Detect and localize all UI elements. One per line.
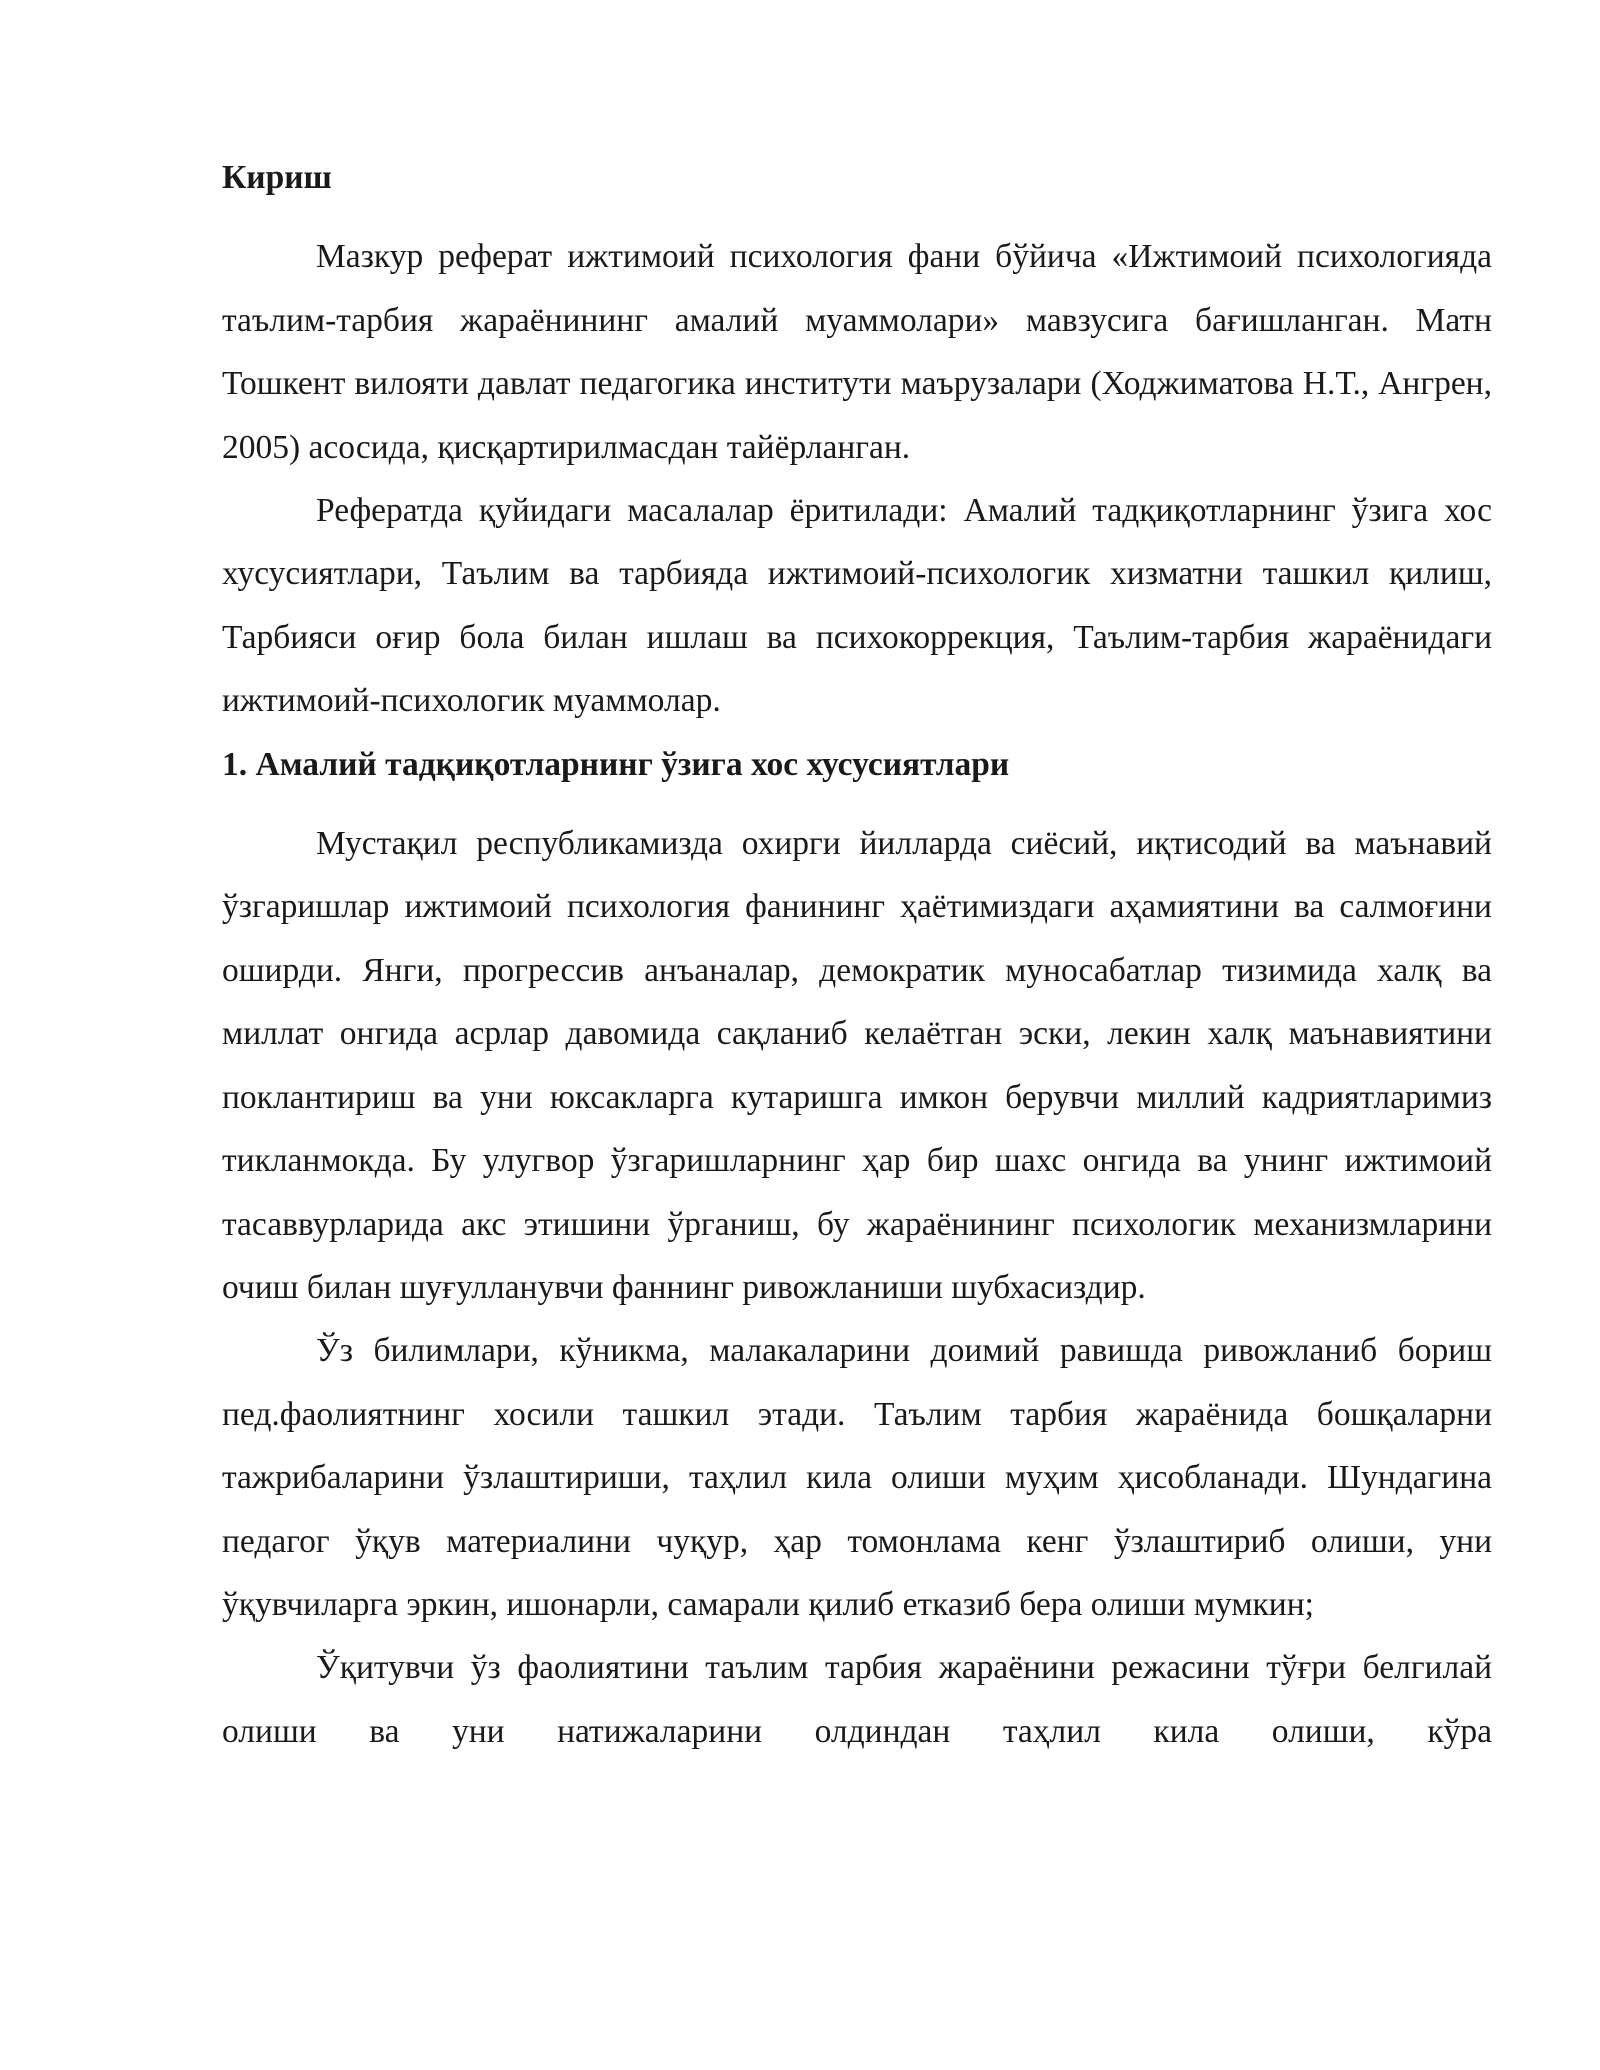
- section-1-paragraph-2: Ўз билимлари, кўникма, малакаларини доимий равишда ривожланиб бориш пед.фаолиятнинг хосили ташкил этади. Таълим тарбия жараёнида бошқаларни тажрибаларини ўзлаштириши, таҳлил кила олиши муҳим ҳисобланади. Шундагина педагог ўқув материалини чуқур, ҳар томонлама кенг ўзлаштириб олиши, уни ўқувчиларга эркин, ишонарли, самарали қилиб етказиб бера олиши мумкин;: [222, 1332, 1492, 1623]
- intro-paragraph-1: Мазкур реферат ижтимоий психология фани бўйича «Ижтимоий психологияда таълим-тарбия жараёнининг амалий муаммолари» мавзусига бағишланган. Матн Тошкент вилояти давлат педагогика институти маърузалари (Ходжиматова Н.Т., Ангрен, 2005) асосида, қисқартирилмасдан тайёрланган.: [222, 238, 1492, 466]
- document-page: [222, 146, 1492, 1763]
- section-1-paragraph-3: Ўқитувчи ўз фаолиятини таълим тарбия жараёнини режасини тўғри белгилай олиши ва уни натижаларини олдиндан таҳлил кила олиши, кўра: [222, 1649, 1492, 1750]
- section-1-paragraph-1: Мустақил республикамизда охирги йилларда сиёсий, иқтисодий ва маънавий ўзгаришлар ижтимоий психология фанининг ҳаётимиздаги аҳамиятини ва салмоғини оширди. Янги, прогрессив анъаналар, демократик муносабатлар тизимида халқ ва миллат онгида асрлар давомида сақланиб келаётган эски, лекин халқ маънавиятини поклантириш ва уни юксакларга кутаришга имкон берувчи миллий кадриятларимиз тикланмокда. Бу улугвор ўзгаришларнинг ҳар бир шахс онгида ва унинг ижтимоий тасаввурларида акс этишини ўрганиш, бу жараёнининг психологик механизмларини очиш билан шуғулланувчи фаннинг ривожланиши шубхасиздир.: [222, 825, 1492, 1306]
- section-1-heading: 1. Амалий тадқиқотларнинг ўзига хос хусусиятлари: [222, 745, 1010, 783]
- intro-paragraph-2: Рефератда қуйидаги масалалар ёритилади: Амалий тадқиқотларнинг ўзига хос хусусиятлари, Таълим ва тарбияда ижтимоий-психологик хизматни ташкил қилиш, Тарбияси оғир бола билан ишлаш ва психокоррекция, Таълим-тарбия жараёнидаги ижтимоий-психологик муаммолар.: [222, 492, 1492, 720]
- intro-heading: Кириш: [222, 159, 332, 196]
